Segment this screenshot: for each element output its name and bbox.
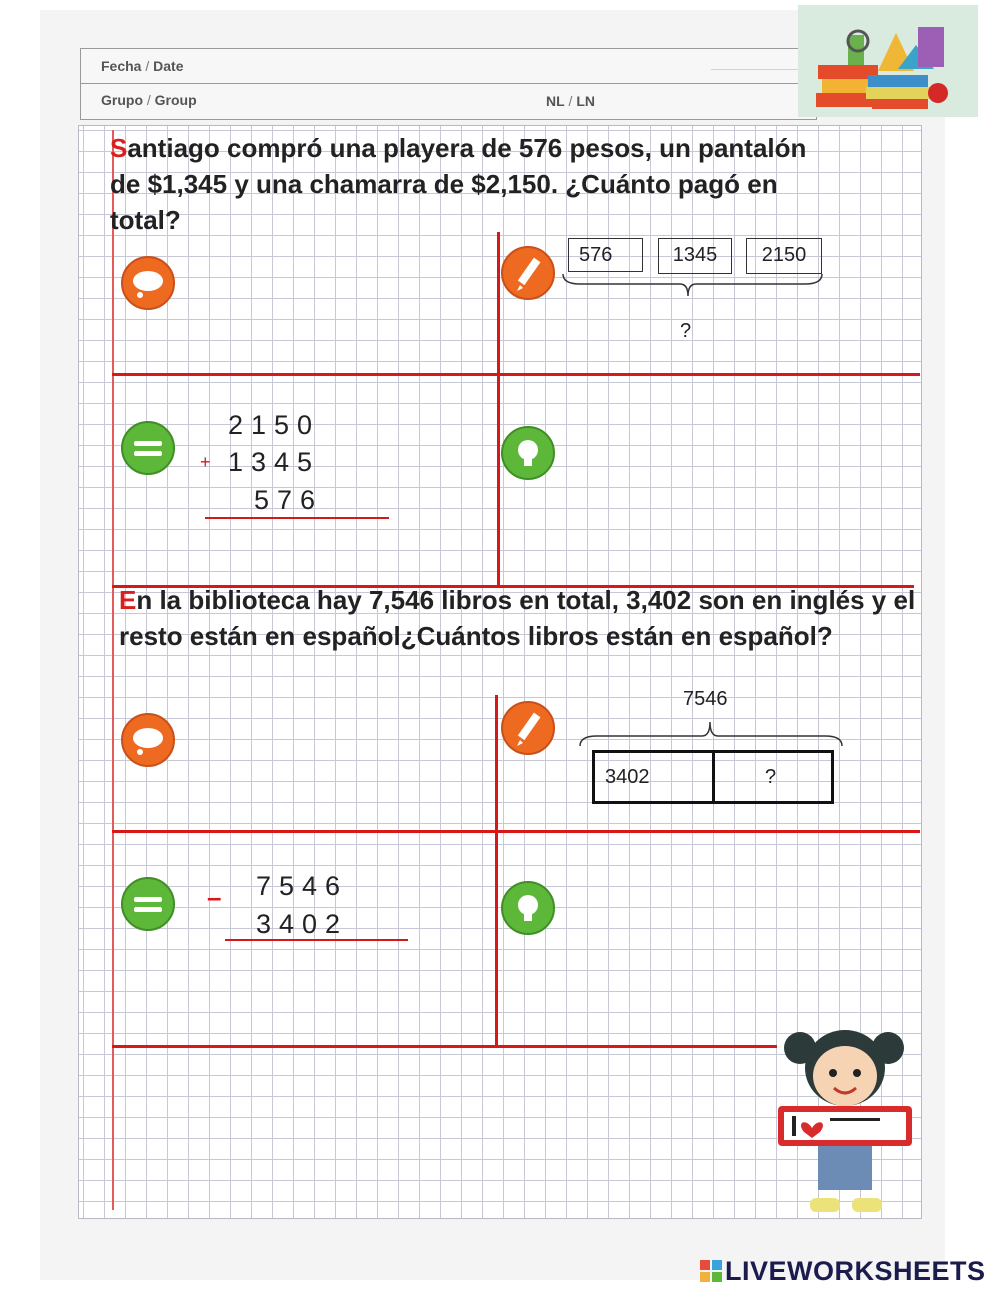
liveworksheets-logo-icon <box>700 1256 722 1288</box>
total-unknown: ? <box>680 320 692 342</box>
liveworksheets-brand[interactable]: LIVEWORKSHEETS <box>725 1256 986 1286</box>
math-supplies-image <box>798 5 978 117</box>
subtrahend-row: 3402 <box>256 909 349 939</box>
thought-bubble-icon <box>120 255 176 311</box>
margin-line <box>112 130 114 1210</box>
addend-row-2: 1345 <box>228 447 321 477</box>
problem1-question: Santiago compró una playera de 576 pesos, un pantalón de $1,345 y una chamarra de $2,150. ¿Cuánto pagó en total? <box>110 133 807 235</box>
plus-sign: + <box>200 452 211 472</box>
minus-sign: – <box>207 882 222 912</box>
problem2-bottom-divider <box>112 1045 777 1048</box>
difference-underline <box>225 939 408 941</box>
total-label: 7546 <box>683 688 728 710</box>
known-part: 3402 <box>605 766 650 788</box>
group-row <box>81 84 816 118</box>
minuend-row: 7546 <box>256 871 349 901</box>
pencil-icon <box>500 700 556 756</box>
unknown-part: ? <box>765 766 777 788</box>
nl-label: NL / LN <box>546 93 596 109</box>
problem2-question: En la biblioteca hay 7,546 libros en total, 3,402 son en inglés y el resto están en español¿Cuántos libros están en español? <box>119 585 916 651</box>
addend-row-1: 2150 <box>228 410 321 440</box>
date-row <box>81 49 816 84</box>
equals-icon <box>120 420 176 476</box>
equals-icon <box>120 876 176 932</box>
addend-row-3: 576 <box>254 485 324 515</box>
pencil-icon <box>500 245 556 301</box>
girl-with-sign-illustration <box>770 1018 920 1223</box>
date-label: Fecha / Date <box>101 58 184 74</box>
header-form <box>80 48 817 120</box>
brace-icon <box>560 272 825 302</box>
thought-bubble-icon <box>120 712 176 768</box>
sum-underline <box>205 517 389 519</box>
tape-diagram <box>592 750 834 804</box>
value-box-1: 576 <box>568 238 643 272</box>
value-box-2: 1345 <box>658 238 732 274</box>
problem2-vertical-divider <box>495 695 498 1047</box>
value-box-3: 2150 <box>746 238 822 274</box>
lightbulb-icon <box>500 880 556 936</box>
brace-icon <box>577 718 845 750</box>
problem2-horizontal-divider <box>112 830 920 833</box>
lightbulb-icon <box>500 425 556 481</box>
problem1-horizontal-divider <box>112 373 920 376</box>
group-label: Grupo / Group <box>101 92 197 108</box>
